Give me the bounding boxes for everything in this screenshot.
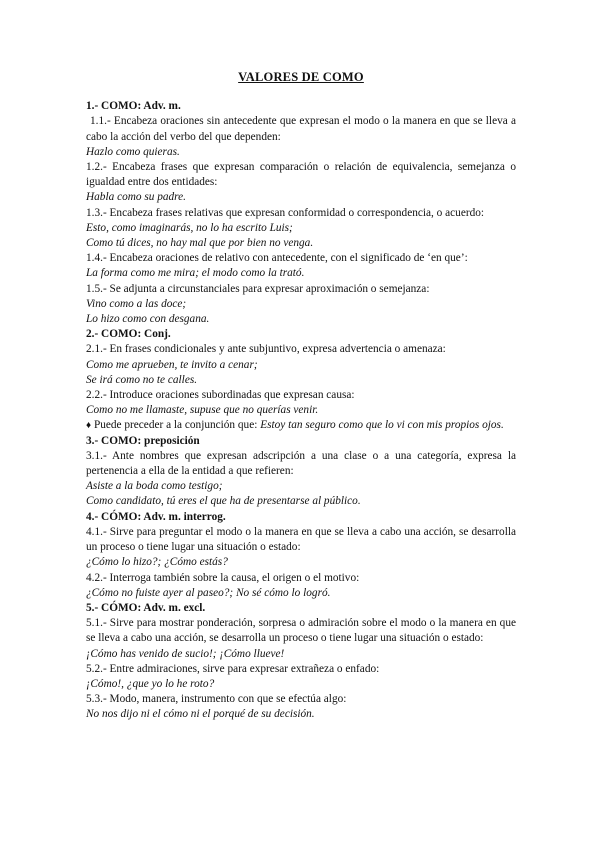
note-example: Estoy tan seguro como que lo vi con mis propios ojos. bbox=[260, 419, 504, 432]
section-4 bbox=[86, 510, 516, 601]
section-5 bbox=[86, 601, 516, 723]
section-heading: 2.- COMO: Conj. bbox=[86, 328, 171, 341]
example: Habla como su padre. bbox=[86, 191, 186, 204]
section-heading: 4.- CÓMO: Adv. m. interrog. bbox=[86, 510, 226, 523]
definition-1-3: 1.3.- Encabeza frases relativas que expresan conformidad o correspondencia, o acuerdo: bbox=[86, 206, 485, 219]
section-3 bbox=[86, 434, 516, 510]
example: No nos dijo ni el cómo ni el porqué de su decisión. bbox=[86, 708, 315, 721]
definition-1-4: 1.4.- Encabeza oraciones de relativo con antecedente, con el significado de ‘en que’: bbox=[86, 252, 468, 265]
note-text: Puede preceder a la conjunción que: bbox=[93, 419, 258, 432]
note bbox=[86, 418, 516, 433]
document-title: VALORES DE COMO bbox=[238, 70, 364, 84]
section-heading: 5.- CÓMO: Adv. m. excl. bbox=[86, 601, 206, 614]
example: ¿Cómo lo hizo?; ¿Cómo estás? bbox=[86, 556, 228, 569]
definition-2-1: 2.1.- En frases condicionales y ante subjuntivo, expresa advertencia o amenaza: bbox=[86, 343, 446, 356]
example: Hazlo como quieras. bbox=[86, 145, 180, 158]
section-2 bbox=[86, 327, 516, 433]
definition-5-1: 5.1.- Sirve para mostrar ponderación, sorpresa o admiración sobre el modo o la manera en que se lleva a cabo una acción, se desarrolla un proceso o tiene lugar una situación o estado: bbox=[86, 617, 516, 645]
example: ¿Cómo no fuiste ayer al paseo?; No sé cómo lo logró. bbox=[86, 586, 331, 599]
example: Vino como a las doce; bbox=[86, 297, 187, 310]
example: ¡Cómo!, ¿que yo lo he roto? bbox=[86, 677, 215, 690]
example: ¡Cómo has venido de sucio!; ¡Cómo llueve! bbox=[86, 647, 285, 660]
definition-4-2: 4.2.- Interroga también sobre la causa, el origen o el motivo: bbox=[86, 571, 360, 584]
section-heading: 1.- COMO: Adv. m. bbox=[86, 100, 181, 113]
bullet-icon: ♦ bbox=[86, 420, 92, 432]
definition-1-5: 1.5.- Se adjunta a circunstanciales para expresar aproximación o semejanza: bbox=[86, 282, 430, 295]
example: La forma como me mira; el modo como la trató. bbox=[86, 267, 305, 280]
definition-5-2: 5.2.- Entre admiraciones, sirve para expresar extrañeza o enfado: bbox=[86, 662, 380, 675]
definition-3-1: 3.1.- Ante nombres que expresan adscripción a una clase o a una categoría, expresa la pertenencia a ella de la entidad a que refieren: bbox=[86, 449, 516, 478]
section-1 bbox=[86, 99, 516, 327]
definition-2-2: 2.2.- Introduce oraciones subordinadas que expresan causa: bbox=[86, 389, 355, 402]
example: Asiste a la boda como testigo; bbox=[86, 480, 223, 493]
definition-5-3: 5.3.- Modo, manera, instrumento con que se efectúa algo: bbox=[86, 693, 347, 706]
definition-1-2: 1.2.- Encabeza frases que expresan comparación o relación de equivalencia, semejanza o igualdad entre dos entidades: bbox=[86, 161, 516, 189]
document-page bbox=[86, 70, 516, 723]
definition-1-1: 1.1.- Encabeza oraciones sin antecedente que expresan el modo o la manera en que se lleva a cabo la acción del verbo del que dependen: bbox=[86, 115, 516, 143]
example: Como me aprueben, te invito a cenar; bbox=[86, 358, 258, 371]
example: Como candidato, tú eres el que ha de presentarse al público. bbox=[86, 495, 361, 508]
example: Se irá como no te calles. bbox=[86, 373, 198, 386]
example: Lo hizo como con desgana. bbox=[86, 313, 210, 326]
example: Esto, como imaginarás, no lo ha escrito Luis; bbox=[86, 221, 293, 234]
example: Como no me llamaste, supuse que no querías venir. bbox=[86, 404, 319, 417]
section-heading: 3.- COMO: preposición bbox=[86, 434, 200, 447]
example: Como tú dices, no hay mal que por bien no venga. bbox=[86, 237, 314, 250]
definition-4-1: 4.1.- Sirve para preguntar el modo o la manera en que se lleva a cabo una acción, se desarrolla un proceso o tiene lugar una situación o estado: bbox=[86, 525, 516, 554]
